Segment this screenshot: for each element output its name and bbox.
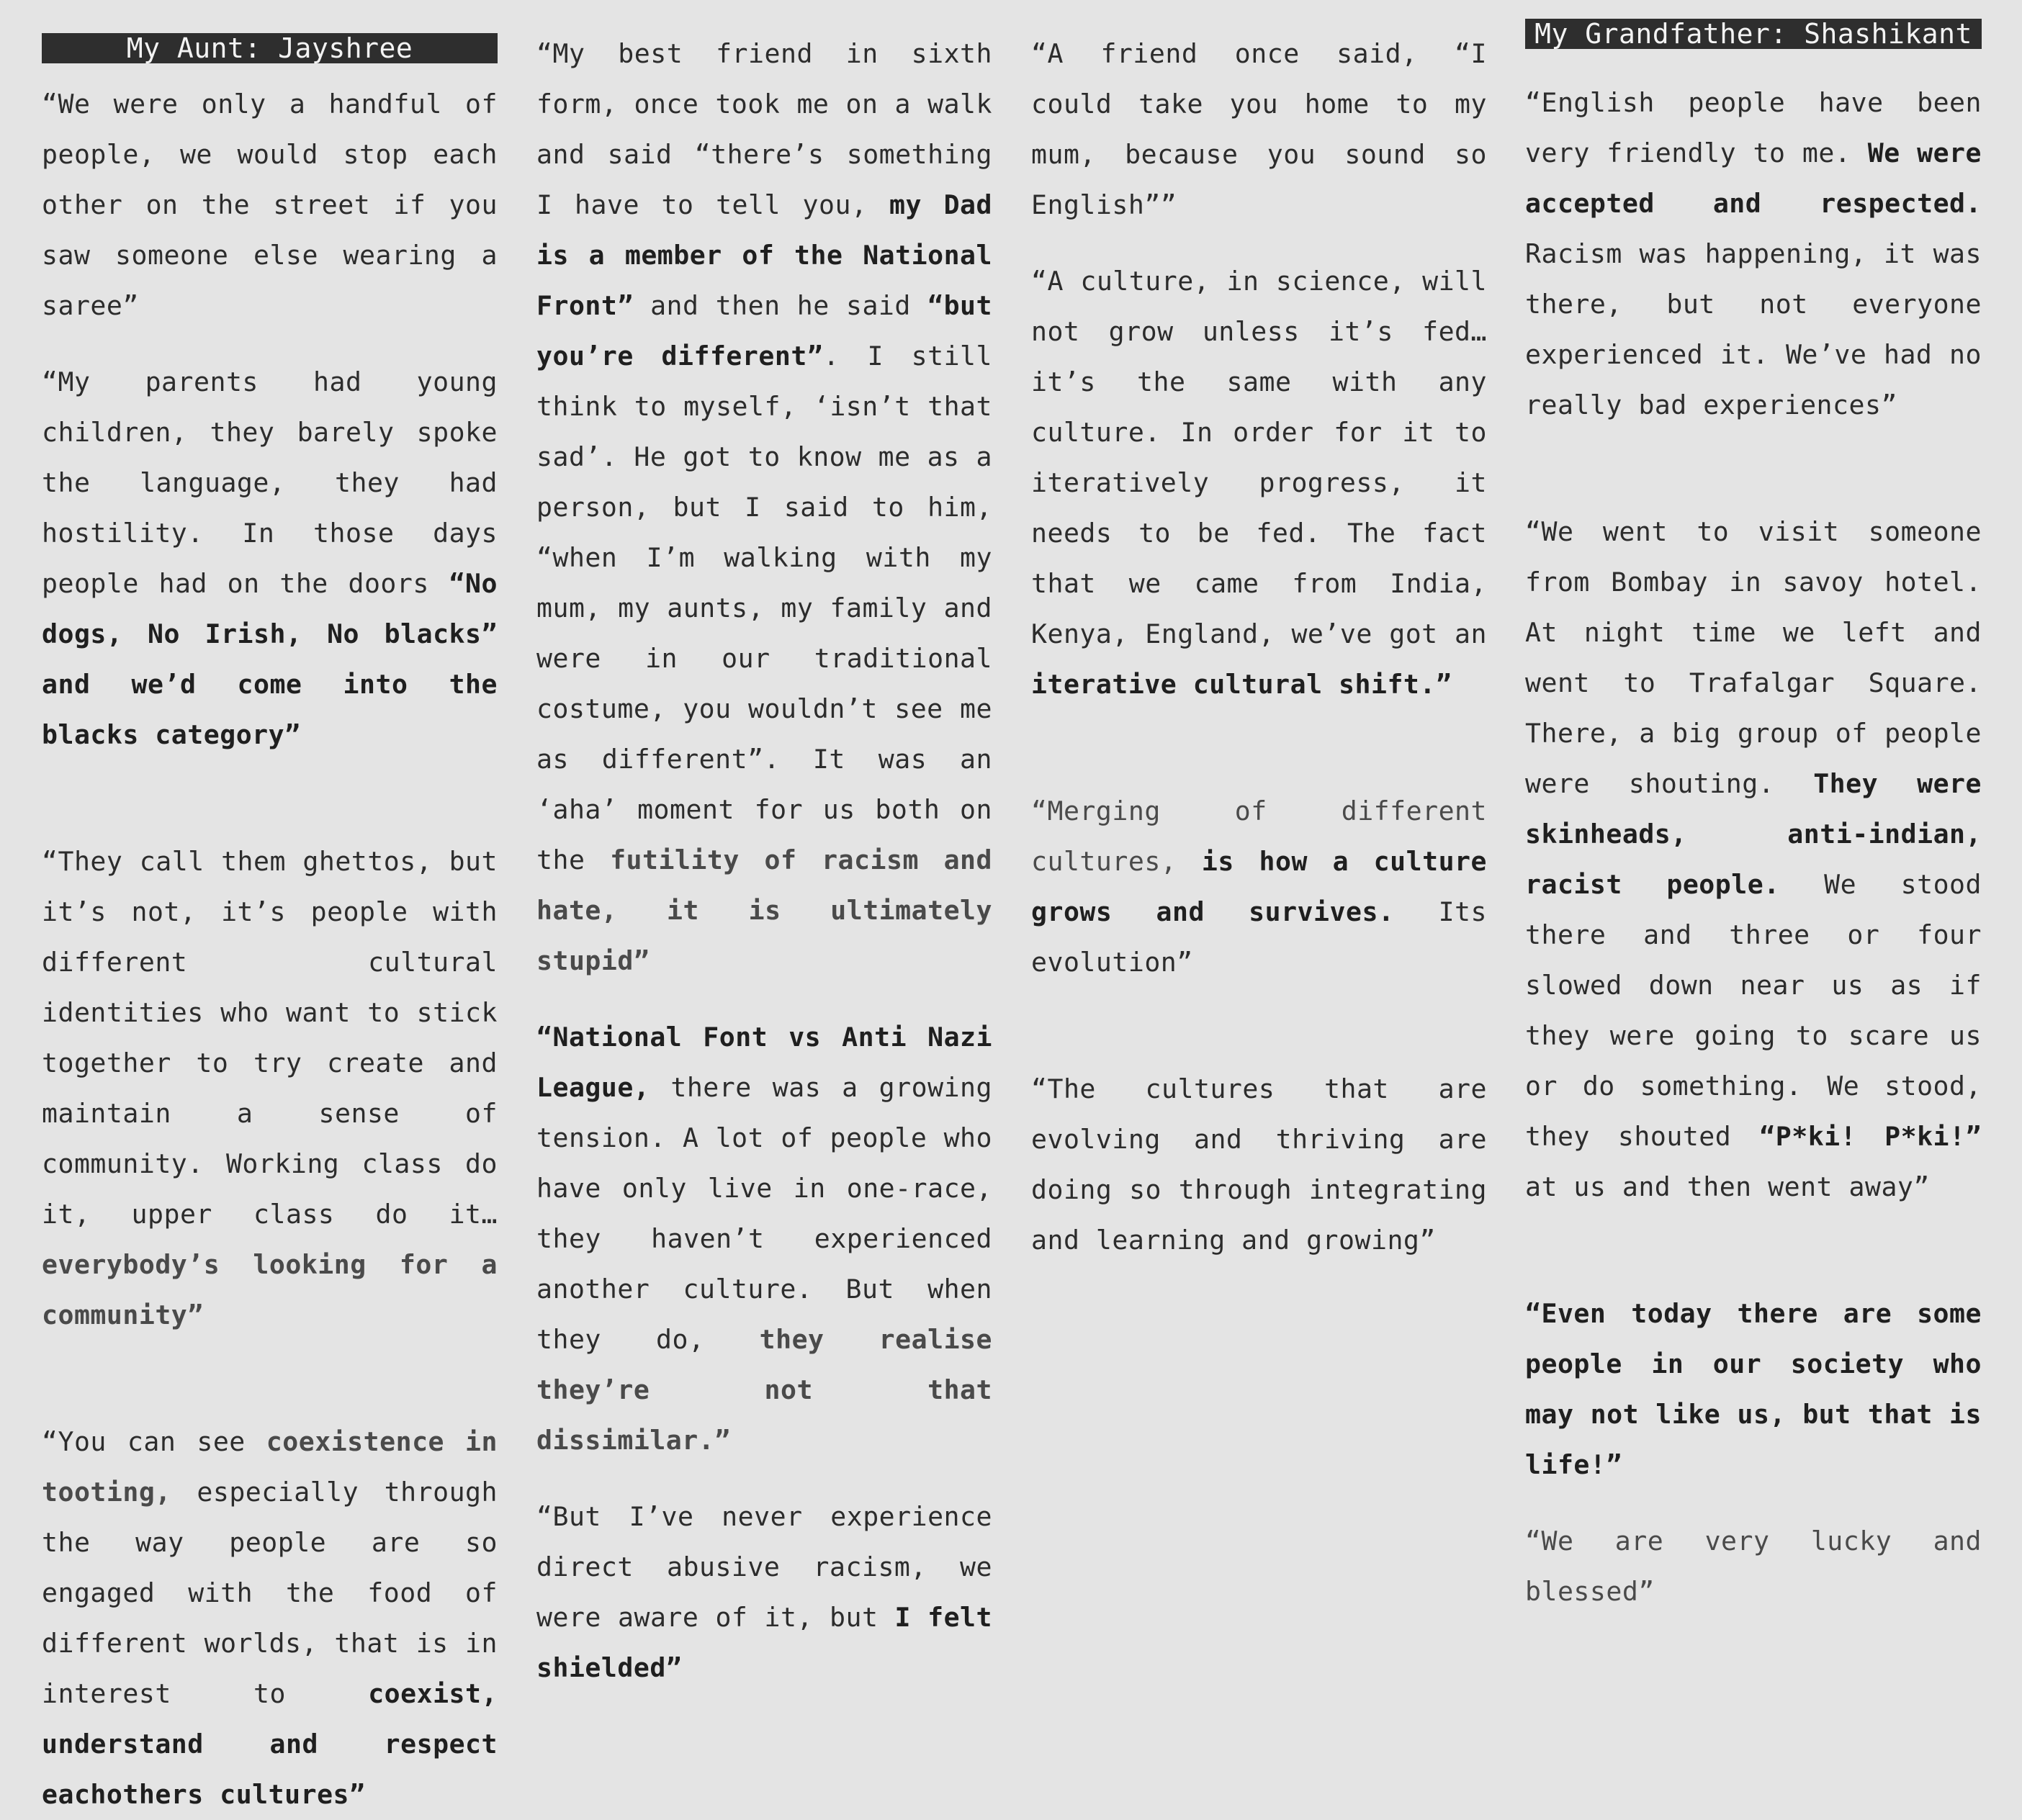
grandfather-header: My Grandfather: Shashikant — [1525, 19, 1982, 49]
quote-emphasis: iterative cultural shift.” — [1031, 669, 1452, 700]
quote-sound-english: “A friend once said, “I could take you home to my mum, because you sound so English”” — [1031, 38, 1487, 220]
quote-text: and then he said — [633, 290, 928, 321]
quote-emphasis: futility of racism and hate, it is ultimately stupid” — [536, 844, 992, 976]
aunt-quote-saree: “We were only a handful of people, we would stop each other on the street if you saw someone else wearing a saree” — [42, 89, 498, 321]
quote-national-front — [536, 1012, 992, 1466]
quote-emphasis: “Even today there are some people in our society who may not like us, but that is life!” — [1525, 1298, 1982, 1480]
quote-emphasis: They were skinheads, anti-indian, racist people. — [1525, 768, 1982, 900]
quote-text: “But I’ve never experience direct abusive racism, we were aware of it, but — [536, 1501, 992, 1633]
quote-text: “We went to visit someone from Bombay in savoy hotel. At night time we left and went to Trafalgar Square. There, a big group of people were shouting. — [1525, 516, 1982, 799]
quote-best-friend — [536, 29, 992, 986]
quote-text: “We are very lucky and blessed” — [1525, 1526, 1982, 1607]
quote-shielded — [536, 1492, 992, 1693]
quote-emphasis: and we’d come into the blacks category” — [42, 669, 498, 750]
quote-culture-science — [1031, 256, 1487, 710]
quote-emphasis: coexist, understand and respect eachothers cultures” — [42, 1678, 498, 1810]
quote-text: especially through the way people are so engaged with the food of different worlds, that is in interest to — [42, 1477, 498, 1709]
quote-text: Racism was happening, it was there, but not everyone experienced it. We’ve had no really bad experiences” — [1525, 238, 1982, 420]
quote-emphasis: I felt shielded” — [536, 1602, 992, 1683]
grandfather-quote-even-today — [1525, 1289, 1982, 1490]
grandfather-quote-friendly — [1525, 78, 1982, 431]
quote-text: “A culture, in science, will not grow unless it’s fed… it’s the same with any culture. In order for it to iteratively progress, it needs to be fed. The fact that we came from India, Kenya, England, we’ve got an — [1031, 266, 1487, 649]
friend-column — [536, 29, 992, 1693]
quote-emphasis: “No dogs, No Irish, No blacks” — [42, 568, 498, 649]
quote-text: “English people have been very friendly to me. — [1525, 87, 1982, 168]
quote-emphasis: “but you’re different” — [536, 290, 992, 371]
quote-text: at us and then went away” — [1525, 1171, 1930, 1202]
aunt-quote-coexistence — [42, 1417, 498, 1820]
quote-emphasis: is how a culture grows and survives. — [1031, 846, 1487, 927]
quote-emphasis: coexistence in tooting, — [42, 1426, 498, 1508]
aunt-quote-ghettos — [42, 837, 498, 1341]
quote-text: “Merging of different cultures, — [1031, 796, 1487, 877]
quote-cultures-thriving: “The cultures that are evolving and thriving are doing so through integrating and learning and growing” — [1031, 1073, 1487, 1256]
quote-text: . I still think to myself, ‘isn’t that sad’. He got to know me as a person, but I said to him, “when I’m walking with my mum, my aunts, my family and were in our traditional costume, you wouldn’t see me as different”. It was an ‘aha’ moment for us both on the — [536, 341, 992, 875]
aunt-quote-parents — [42, 357, 498, 760]
quote-text: We stood there and three or four slowed down near us as if they were going to scare us or do something. We stood, they shouted — [1525, 869, 1982, 1152]
grandfather-column — [1525, 18, 1982, 1617]
aunt-header: My Aunt: Jayshree — [42, 33, 498, 63]
quote-merging-cultures — [1031, 786, 1487, 988]
culture-column — [1031, 29, 1487, 1266]
quote-emphasis: my Dad is a member of the National Front” — [536, 189, 992, 321]
quote-text: “They call them ghettos, but it’s not, it’s people with different cultural identities who want to stick together to try create and maintain a sense of community. Working class do it, upper class do it… — [42, 846, 498, 1230]
quote-emphasis: “P*ki! P*ki!” — [1759, 1121, 1982, 1152]
quote-emphasis: they realise they’re not that dissimilar.” — [536, 1324, 992, 1456]
quote-text: “You can see — [42, 1426, 266, 1457]
quote-text: “My parents had young children, they barely spoke the language, they had hostility. In those days people had on the doors — [42, 366, 498, 599]
quote-emphasis: everybody’s looking for a community” — [42, 1249, 498, 1330]
quote-text: Its evolution” — [1031, 896, 1487, 978]
quote-text: “My best friend in sixth form, once took me on a walk and said “there’s something I have to tell you, — [536, 38, 992, 220]
quote-text: there was a growing tension. A lot of people who have only live in one-race, they haven’t experienced another culture. But when they do, — [536, 1072, 992, 1355]
aunt-column — [42, 29, 498, 1820]
quote-emphasis: “National Font vs Anti Nazi League, — [536, 1022, 992, 1103]
grandfather-quote-trafalgar — [1525, 507, 1982, 1212]
grandfather-quote-lucky — [1525, 1516, 1982, 1617]
quote-emphasis: We were accepted and respected. — [1525, 138, 1982, 219]
